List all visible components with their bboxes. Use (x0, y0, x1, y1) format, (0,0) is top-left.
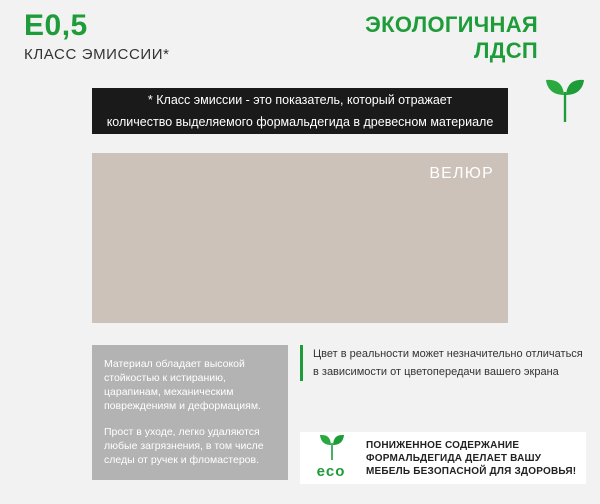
eco-heading (238, 12, 538, 64)
eco-safety-badge (300, 432, 586, 484)
material-swatch (92, 153, 508, 323)
eco-safety-line1: ПОНИЖЕННОЕ СОДЕРЖАНИЕ (366, 439, 520, 451)
eco-heading-line2: ЛДСП (473, 37, 538, 63)
eco-logo (304, 434, 358, 482)
leaf-icon (319, 434, 345, 460)
color-disclaimer-line1: Цвет в реальности может незначительно отличаться (313, 348, 583, 360)
material-properties-paragraph-2: Прост в уходе, легко удаляются любые загрязнения, в том числе следы от ручек и фломастеров. (104, 426, 264, 466)
eco-logo-text: eco (316, 463, 346, 480)
eco-safety-line2: ФОРМАЛЬДЕГИДА ДЕЛАЕТ ВАШУ (366, 452, 542, 464)
emission-class-value: E0,5 (24, 9, 88, 42)
eco-heading-line1: ЭКОЛОГИЧНАЯ (365, 12, 538, 37)
material-properties-block (92, 345, 288, 480)
color-disclaimer (300, 345, 590, 381)
leaf-icon (544, 78, 586, 122)
emission-footnote-line1: * Класс эмиссии - это показатель, который отражает (147, 93, 453, 107)
material-properties-paragraph-1: Материал обладает высокой стойкостью к истиранию, царапинам, механическим повреждениям и деформациям. (104, 358, 261, 412)
emission-footnote (92, 88, 508, 134)
emission-footnote-line2: количество выделяемого формальдегида в древесном материале (106, 115, 494, 129)
eco-safety-line3: МЕБЕЛЬ БЕЗОПАСНОЙ ДЛЯ ЗДОРОВЬЯ! (366, 465, 577, 477)
material-swatch-label: ВЕЛЮР (429, 165, 494, 182)
color-disclaimer-line2: в зависимости от цветопередачи вашего экрана (313, 366, 559, 378)
emission-class-label: КЛАСС ЭМИССИИ* (24, 45, 170, 63)
eco-safety-text (366, 439, 576, 478)
